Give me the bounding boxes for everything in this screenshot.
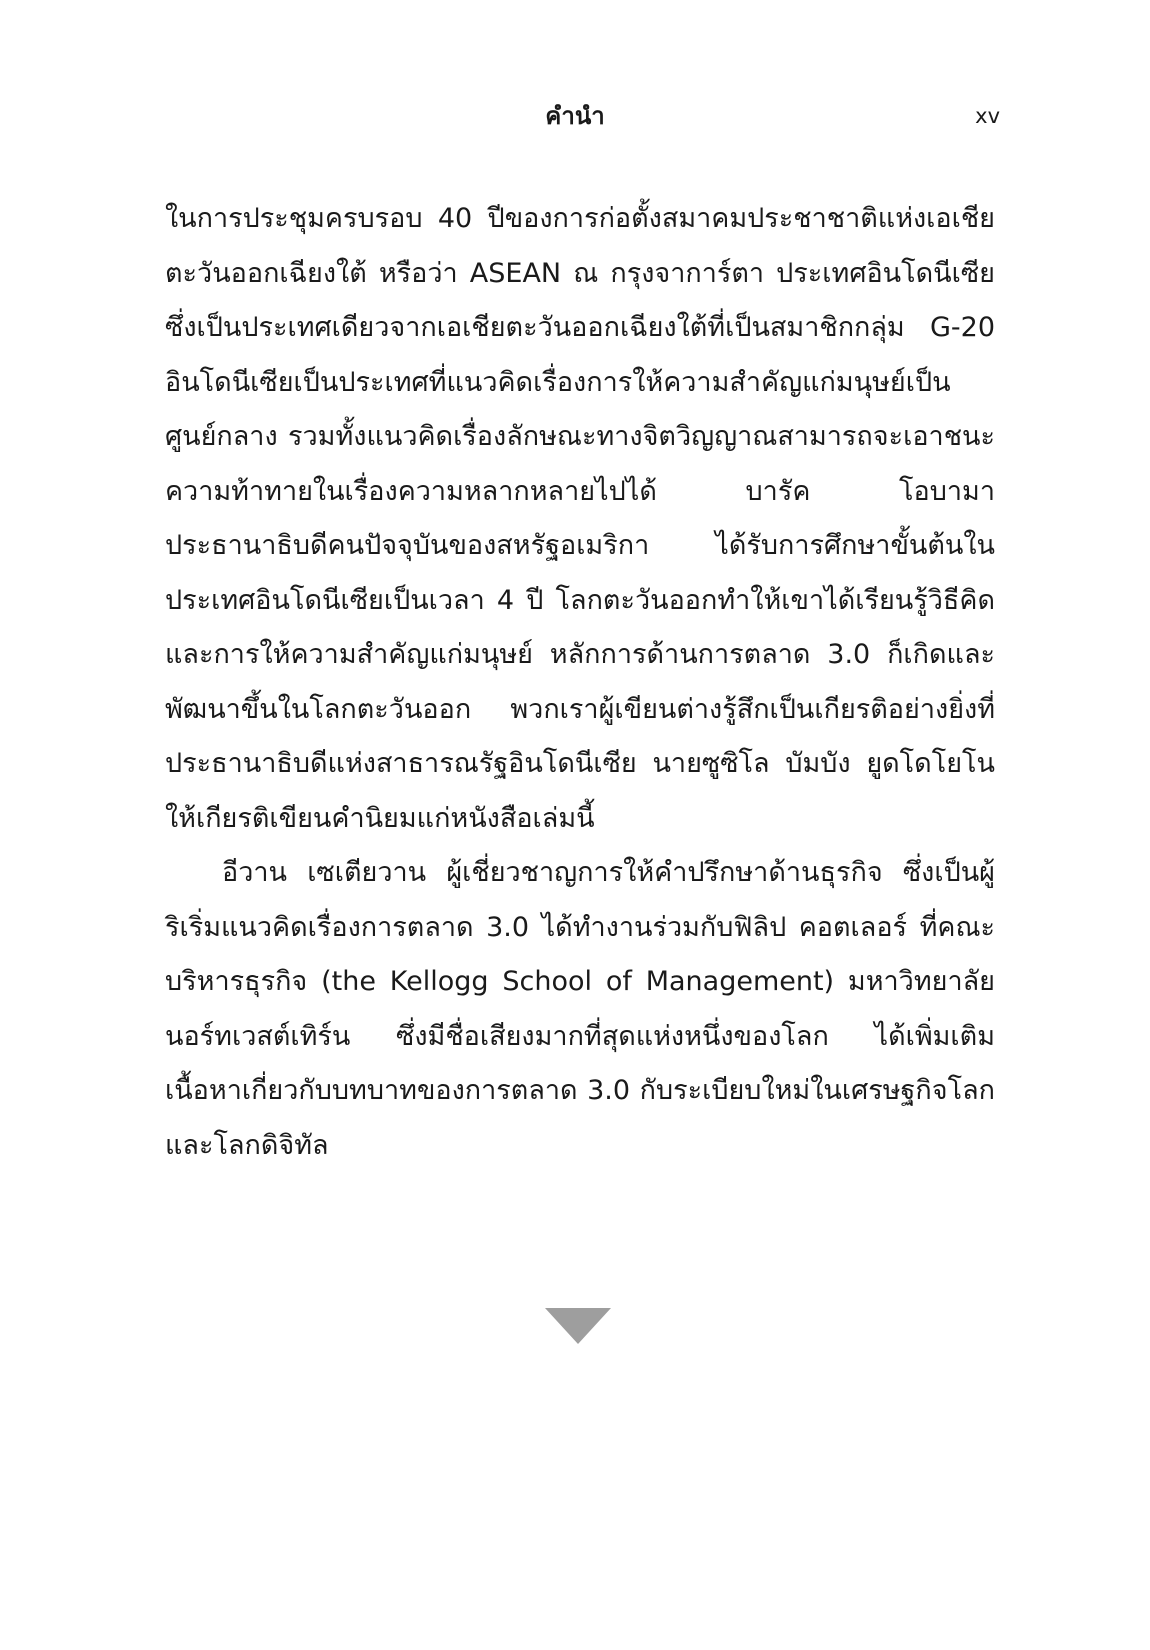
running-header	[0, 96, 1150, 136]
body-text	[165, 192, 995, 1173]
triangle-down-icon	[545, 1308, 611, 1344]
page-title: คำนำ	[545, 102, 605, 130]
paragraph-2: อีวาน เซเตียวาน ผู้เชี่ยวชาญการให้คำปรึกษาด้านธุรกิจ ซึ่งเป็นผู้ริเริ่มแนวคิดเรื่องการตลาด 3.0 ได้ทำงานร่วมกับฟิลิป คอตเลอร์ ที่คณะบริหารธุรกิจ (the Kellogg School of Management) มหาวิทยาลัยนอร์ทเวสต์เทิร์น ซึ่งมีชื่อเสียงมากที่สุดแห่งหนึ่งของโลก ได้เพิ่มเติมเนื้อหาเกี่ยวกับบทบาทของการตลาด 3.0 กับระเบียบใหม่ในเศรษฐกิจโลกและโลกดิจิทัล	[165, 857, 995, 1161]
paragraph-1: ในการประชุมครบรอบ 40 ปีของการก่อตั้งสมาคมประชาชาติแห่งเอเชียตะวันออกเฉียงใต้ หรือว่า ASEAN ณ กรุงจาการ์ตา ประเทศอินโดนีเซีย ซึ่งเป็นประเทศเดียวจากเอเชียตะวันออกเฉียงใต้ที่เป็นสมาชิกกลุ่ม G-20 อินโดนีเซียเป็นประเทศที่แนวคิดเรื่องการให้ความสำคัญแก่มนุษย์เป็นศูนย์กลาง รวมทั้งแนวคิดเรื่องลักษณะทางจิตวิญญาณสามารถจะเอาชนะความท้าทายในเรื่องความหลากหลายไปได้ บารัค โอบามา ประธานาธิบดีคนปัจจุบันของสหรัฐอเมริกา ได้รับการศึกษาขั้นต้นในประเทศอินโดนีเซียเป็นเวลา 4 ปี โลกตะวันออกทำให้เขาได้เรียนรู้วิธีคิดและการให้ความสำคัญแก่มนุษย์ หลักการด้านการตลาด 3.0 ก็เกิดและพัฒนาขึ้นในโลกตะวันออก พวกเราผู้เขียนต่างรู้สึกเป็นเกียรติอย่างยิ่งที่ประธานาธิบดีแห่งสาธารณรัฐอินโดนีเซีย นายซูซิโล บัมบัง ยูดโดโยโน ให้เกียรติเขียนคำนิยมแก่หนังสือเล่มนี้	[165, 203, 995, 834]
page-number: xv	[975, 104, 1000, 128]
